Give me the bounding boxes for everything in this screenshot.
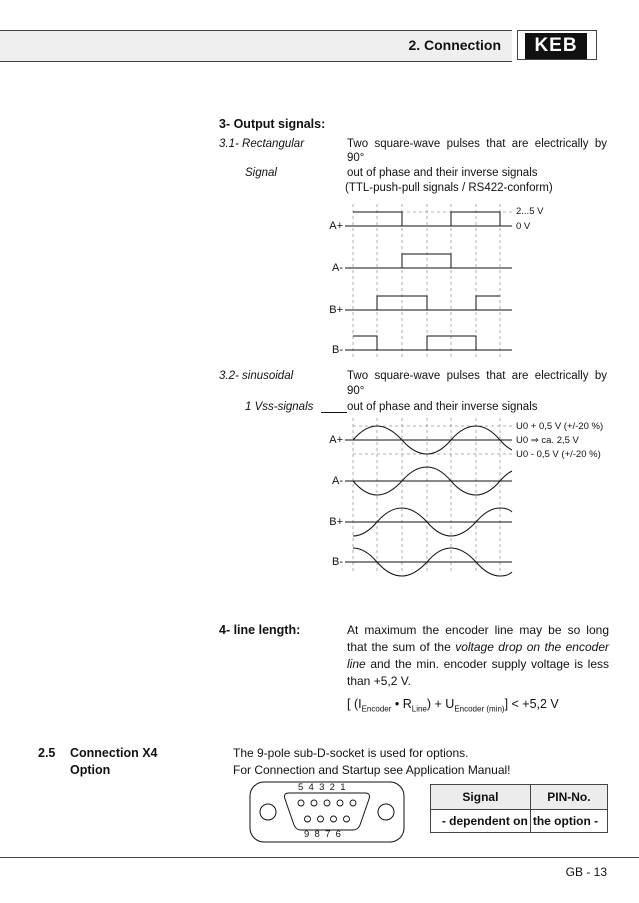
rect-b-plus-label: B+	[329, 304, 343, 316]
rect-a-minus-label: A-	[332, 262, 343, 274]
sin-b-plus-label: B+	[329, 516, 343, 528]
level-high-label: 2...5 V	[516, 206, 544, 217]
pin-table	[430, 784, 608, 833]
rect-b-minus-label: B-	[332, 344, 343, 356]
output-signals-heading: 3- Output signals:	[219, 117, 326, 131]
page-title: 2. Connection	[408, 37, 501, 53]
section-title-line1: Connection X4	[70, 746, 158, 760]
connector-top-pins: 5 4 3 2 1	[298, 782, 346, 793]
rect-desc-line1: Two square-wave pulses that are electrically by	[347, 138, 607, 150]
sin-a-minus-label: A-	[332, 475, 343, 487]
line-length-heading: 4- line length:	[219, 623, 301, 637]
footer-divider	[0, 857, 639, 858]
level-low-label: 0 V	[516, 221, 531, 232]
sin-desc-line1: Two square-wave pulses that are electrically by	[347, 370, 607, 382]
page-number: GB - 13	[565, 865, 607, 879]
rect-desc-line1b: 90°	[347, 152, 365, 164]
sin-desc-line1b: 90°	[347, 385, 365, 397]
sin-level-top-label: U0 + 0,5 V (+/-20 %)	[516, 421, 604, 432]
voltage-formula: [ ($I_{Encoder}$ • $R_{Line}) + U_{Encoder (min)}] < +5,2$ V	[347, 697, 559, 714]
x4-desc-line1: The 9-pole sub-D-socket is used for options.	[233, 746, 469, 760]
vss-signals-label: 1 Vss-signals	[245, 401, 314, 413]
rectangular-label: 3.1- Rectangular	[219, 138, 305, 150]
table-header-pin: PIN-No.	[530, 785, 607, 810]
signal-label: Signal	[245, 167, 277, 179]
keb-logo: KEB	[525, 33, 587, 59]
sin-level-bottom-label: U0 - 0,5 V (+/-20 %)	[516, 449, 601, 460]
sin-b-minus-label: B-	[332, 556, 343, 568]
sin-level-mid-label: U0 ⇒ ca. 2,5 V	[516, 435, 579, 446]
table-cell-pin: the option -	[530, 810, 607, 833]
connector-bottom-pins: 9 8 7 6	[304, 829, 341, 840]
table-header-signal: Signal	[431, 785, 531, 810]
rect-a-plus-label: A+	[329, 220, 343, 232]
table-cell-signal: - dependent on	[431, 810, 531, 833]
rect-desc-line3: (TTL-push-pull signals / RS422-conform)	[345, 182, 553, 194]
line-length-paragraph: At maximum the encoder line may be so long that the sum of the voltage drop on the encoder line and the min. encoder supply voltage is less than +5,2 V.	[347, 623, 609, 688]
sin-a-plus-label: A+	[329, 434, 343, 446]
rect-desc-line2: out of phase and their inverse signals	[347, 167, 538, 179]
x4-desc-line2: For Connection and Startup see Application Manual!	[233, 763, 511, 777]
section-title-line2: Option	[70, 763, 111, 777]
sinusoidal-label: 3.2- sinusoidal	[219, 370, 294, 382]
sin-desc-line2: out of phase and their inverse signals	[347, 401, 538, 413]
table-row	[431, 810, 608, 833]
section-number: 2.5	[38, 746, 56, 760]
